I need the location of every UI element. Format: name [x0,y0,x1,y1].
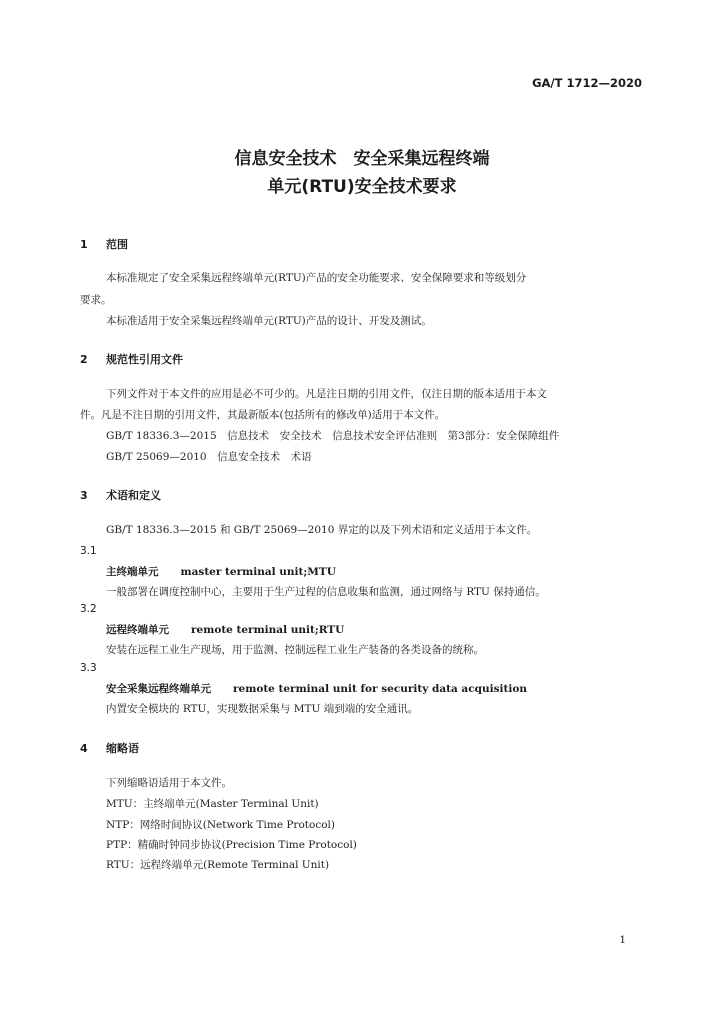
section-1-heading [80,236,128,252]
term-3-2-number: 3.2 [80,603,97,615]
document-title-line-1: 信息安全技术 安全采集远程终端 [234,149,490,169]
term-chinese: 远程终端单元 [106,624,169,636]
normative-reference-1: GB/T 18336.3—2015 信息技术 安全技术 信息技术安全评估准则 第3部分：安全保障组件 [106,430,560,442]
term-3-1 [106,564,336,579]
section-3-heading [80,487,161,503]
term-3-3-definition: 内置安全模块的 RTU，实现数据采集与 MTU 端到端的安全通讯。 [106,703,419,715]
term-3-2 [106,622,344,637]
term-3-2-definition: 安装在远程工业生产现场，用于监测、控制远程工业生产装备的各类设备的统称。 [106,644,484,656]
term-english: remote terminal unit for security data acquisition [233,683,527,695]
section-2-paragraph-1: 下列文件对于本文件的应用是必不可少的。凡是注日期的引用文件，仅注日期的版本适用于本文 [106,388,547,400]
section-3-intro: GB/T 18336.3—2015 和 GB/T 25069—2010 界定的以及下列术语和定义适用于本文件。 [106,524,538,536]
section-number: 3 [80,489,88,502]
section-4-heading [80,740,139,756]
term-english: remote terminal unit;RTU [191,624,345,636]
section-title: 缩略语 [106,742,139,755]
term-english: master terminal unit;MTU [180,566,336,578]
term-3-1-number: 3.1 [80,545,97,557]
term-3-1-definition: 一般部署在调度控制中心，主要用于生产过程的信息收集和监测，通过网络与 RTU 保持通信。 [106,586,546,598]
term-chinese: 安全采集远程终端单元 [106,683,211,695]
section-1-paragraph-1-cont: 要求。 [80,294,112,306]
section-2-paragraph-1-cont: 件。凡是不注日期的引用文件，其最新版本(包括所有的修改单)适用于本文件。 [80,409,446,421]
abbreviation-ntp: NTP：网络时间协议(Network Time Protocol) [106,819,335,831]
section-number: 2 [80,353,88,366]
term-chinese: 主终端单元 [106,566,159,578]
document-title-line-2: 单元(RTU)安全技术要求 [267,177,457,197]
section-title: 规范性引用文件 [106,353,183,366]
term-3-3 [106,681,527,696]
abbreviation-rtu: RTU：远程终端单元(Remote Terminal Unit) [106,859,330,871]
section-number: 4 [80,742,88,755]
section-1-paragraph-2: 本标准适用于安全采集远程终端单元(RTU)产品的设计、开发及测试。 [106,315,432,327]
section-title: 术语和定义 [106,489,161,502]
abbreviation-mtu: MTU：主终端单元(Master Terminal Unit) [106,798,319,810]
section-1-paragraph-1: 本标准规定了安全采集远程终端单元(RTU)产品的安全功能要求、安全保障要求和等级划分 [106,272,527,284]
section-number: 1 [80,238,88,251]
normative-reference-2: GB/T 25069—2010 信息安全技术 术语 [106,451,312,463]
standard-number: GA/T 1712—2020 [532,76,642,90]
section-4-intro: 下列缩略语适用于本文件。 [106,777,232,789]
section-2-heading [80,351,183,367]
section-title: 范围 [106,238,128,251]
term-3-3-number: 3.3 [80,662,97,674]
abbreviation-ptp: PTP：精确时钟同步协议(Precision Time Protocol) [106,839,357,851]
page-number: 1 [619,934,626,946]
